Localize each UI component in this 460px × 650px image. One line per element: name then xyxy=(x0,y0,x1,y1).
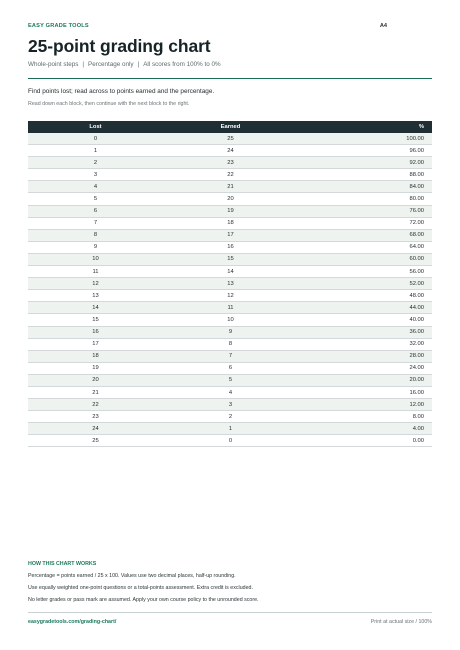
cell-percent: 60.00 xyxy=(409,256,424,263)
cell-percent: 52.00 xyxy=(409,280,424,287)
table-row xyxy=(28,399,432,411)
table-row xyxy=(28,339,432,351)
cell-earned: 15 xyxy=(227,256,234,263)
table-row xyxy=(28,302,432,314)
table-row xyxy=(28,278,432,290)
cell-earned: 18 xyxy=(227,220,234,227)
cell-earned: 17 xyxy=(227,232,234,239)
table-row xyxy=(28,206,432,218)
cell-lost: 23 xyxy=(92,413,99,420)
footer-url-link[interactable]: easygradetools.com/grading-chart/ xyxy=(28,619,117,625)
cell-percent: 80.00 xyxy=(409,196,424,203)
cell-earned: 2 xyxy=(228,413,233,420)
column-header-earned: Earned xyxy=(220,124,241,130)
cell-percent: 96.00 xyxy=(409,147,424,154)
cell-percent: 24.00 xyxy=(409,365,424,372)
table-row xyxy=(28,157,432,169)
cell-percent: 16.00 xyxy=(409,389,424,396)
cell-lost: 9 xyxy=(93,244,98,251)
cell-percent: 48.00 xyxy=(409,292,424,299)
cell-lost: 1 xyxy=(93,147,98,154)
cell-earned: 5 xyxy=(228,377,233,384)
notes-heading: HOW THIS CHART WORKS xyxy=(28,561,97,567)
cell-earned: 4 xyxy=(228,389,233,396)
table-body xyxy=(28,133,432,447)
subtitle-range: All scores from 100% to 0% xyxy=(143,61,221,68)
cell-percent: 92.00 xyxy=(409,159,424,166)
cell-earned: 16 xyxy=(227,244,234,251)
paper-size-label: A4 xyxy=(379,23,387,29)
cell-lost: 4 xyxy=(93,183,98,190)
table-row xyxy=(28,181,432,193)
table-row xyxy=(28,411,432,423)
cell-earned: 25 xyxy=(227,135,234,142)
table-row xyxy=(28,266,432,278)
table-row xyxy=(28,230,432,242)
subtitle-steps: Whole-point steps xyxy=(28,61,79,68)
cell-lost: 10 xyxy=(92,256,99,263)
cell-lost: 24 xyxy=(92,425,99,432)
table-row xyxy=(28,387,432,399)
table-row xyxy=(28,351,432,363)
cell-percent: 56.00 xyxy=(409,268,424,275)
cell-percent: 0.00 xyxy=(412,437,424,444)
cell-earned: 21 xyxy=(227,183,234,190)
instructions-main: Find points lost; read across to points earned and the percentage. xyxy=(28,88,215,95)
header-divider xyxy=(28,78,432,79)
cell-earned: 0 xyxy=(228,437,233,444)
page-title: 25-point grading chart xyxy=(28,36,211,56)
cell-percent: 20.00 xyxy=(409,377,424,384)
cell-lost: 16 xyxy=(92,329,99,336)
subtitle-mode: Percentage only xyxy=(88,61,134,68)
table-row xyxy=(28,218,432,230)
cell-earned: 11 xyxy=(227,304,234,311)
cell-earned: 1 xyxy=(228,425,233,432)
cell-percent: 28.00 xyxy=(409,353,424,360)
cell-percent: 4.00 xyxy=(412,425,424,432)
cell-lost: 17 xyxy=(92,341,99,348)
table-row xyxy=(28,242,432,254)
subtitle-separator: | xyxy=(137,61,140,68)
cell-lost: 25 xyxy=(92,437,99,444)
cell-percent: 40.00 xyxy=(409,316,424,323)
print-note: Print at actual size / 100% xyxy=(370,619,432,625)
table-row xyxy=(28,314,432,326)
cell-earned: 12 xyxy=(227,292,234,299)
cell-earned: 22 xyxy=(227,171,234,178)
subtitle xyxy=(28,61,221,68)
grading-table xyxy=(28,121,432,447)
cell-percent: 68.00 xyxy=(409,232,424,239)
cell-percent: 8.00 xyxy=(412,413,424,420)
cell-lost: 14 xyxy=(92,304,99,311)
subtitle-separator: | xyxy=(82,61,85,68)
cell-earned: 8 xyxy=(228,341,233,348)
cell-lost: 0 xyxy=(93,135,98,142)
cell-percent: 88.00 xyxy=(409,171,424,178)
cell-lost: 22 xyxy=(92,401,99,408)
column-header-percent: % xyxy=(418,124,424,130)
cell-earned: 13 xyxy=(227,280,234,287)
cell-earned: 24 xyxy=(227,147,234,154)
cell-lost: 19 xyxy=(92,365,99,372)
table-row xyxy=(28,375,432,387)
cell-percent: 44.00 xyxy=(409,304,424,311)
cell-lost: 6 xyxy=(93,208,98,215)
cell-percent: 76.00 xyxy=(409,208,424,215)
table-row xyxy=(28,254,432,266)
table-row xyxy=(28,145,432,157)
table-row xyxy=(28,363,432,375)
cell-lost: 21 xyxy=(92,389,99,396)
cell-percent: 36.00 xyxy=(409,329,424,336)
cell-earned: 9 xyxy=(228,329,233,336)
table-header xyxy=(28,121,432,133)
note-line: No letter grades or pass mark are assumed. Apply your own course policy to the unrounded score. xyxy=(28,597,259,603)
cell-earned: 6 xyxy=(228,365,233,372)
cell-percent: 12.00 xyxy=(409,401,424,408)
cell-lost: 3 xyxy=(93,171,98,178)
table-row xyxy=(28,435,432,447)
cell-earned: 10 xyxy=(227,316,234,323)
cell-percent: 84.00 xyxy=(409,183,424,190)
table-row xyxy=(28,327,432,339)
cell-lost: 7 xyxy=(93,220,98,227)
brand-row xyxy=(28,23,432,33)
cell-earned: 3 xyxy=(228,401,233,408)
cell-earned: 7 xyxy=(228,353,233,360)
cell-lost: 12 xyxy=(92,280,99,287)
instructions-sub: Read down each block, then continue with the next block to the right. xyxy=(28,101,190,107)
cell-earned: 20 xyxy=(227,196,234,203)
table-row xyxy=(28,290,432,302)
cell-lost: 20 xyxy=(92,377,99,384)
cell-lost: 11 xyxy=(92,268,99,275)
table-row xyxy=(28,193,432,205)
cell-percent: 64.00 xyxy=(409,244,424,251)
cell-earned: 19 xyxy=(227,208,234,215)
table-row xyxy=(28,169,432,181)
footer-divider xyxy=(28,612,432,613)
cell-earned: 14 xyxy=(227,268,234,275)
column-header-lost: Lost xyxy=(89,124,102,130)
cell-lost: 5 xyxy=(93,196,98,203)
cell-percent: 72.00 xyxy=(409,220,424,227)
note-line: Percentage = points earned / 25 x 100. Values use two decimal places, half-up rounding. xyxy=(28,573,236,579)
cell-lost: 2 xyxy=(93,159,98,166)
cell-lost: 18 xyxy=(92,353,99,360)
cell-lost: 13 xyxy=(92,292,99,299)
cell-percent: 32.00 xyxy=(409,341,424,348)
cell-percent: 100.00 xyxy=(406,135,424,142)
brand-name: EASY GRADE TOOLS xyxy=(28,23,89,29)
table-row xyxy=(28,133,432,145)
note-line: Use equally weighted one-point questions or a total-points assessment. Extra credit is excluded. xyxy=(28,585,253,591)
table-row xyxy=(28,423,432,435)
cell-earned: 23 xyxy=(227,159,234,166)
cell-lost: 8 xyxy=(93,232,98,239)
cell-lost: 15 xyxy=(92,316,99,323)
